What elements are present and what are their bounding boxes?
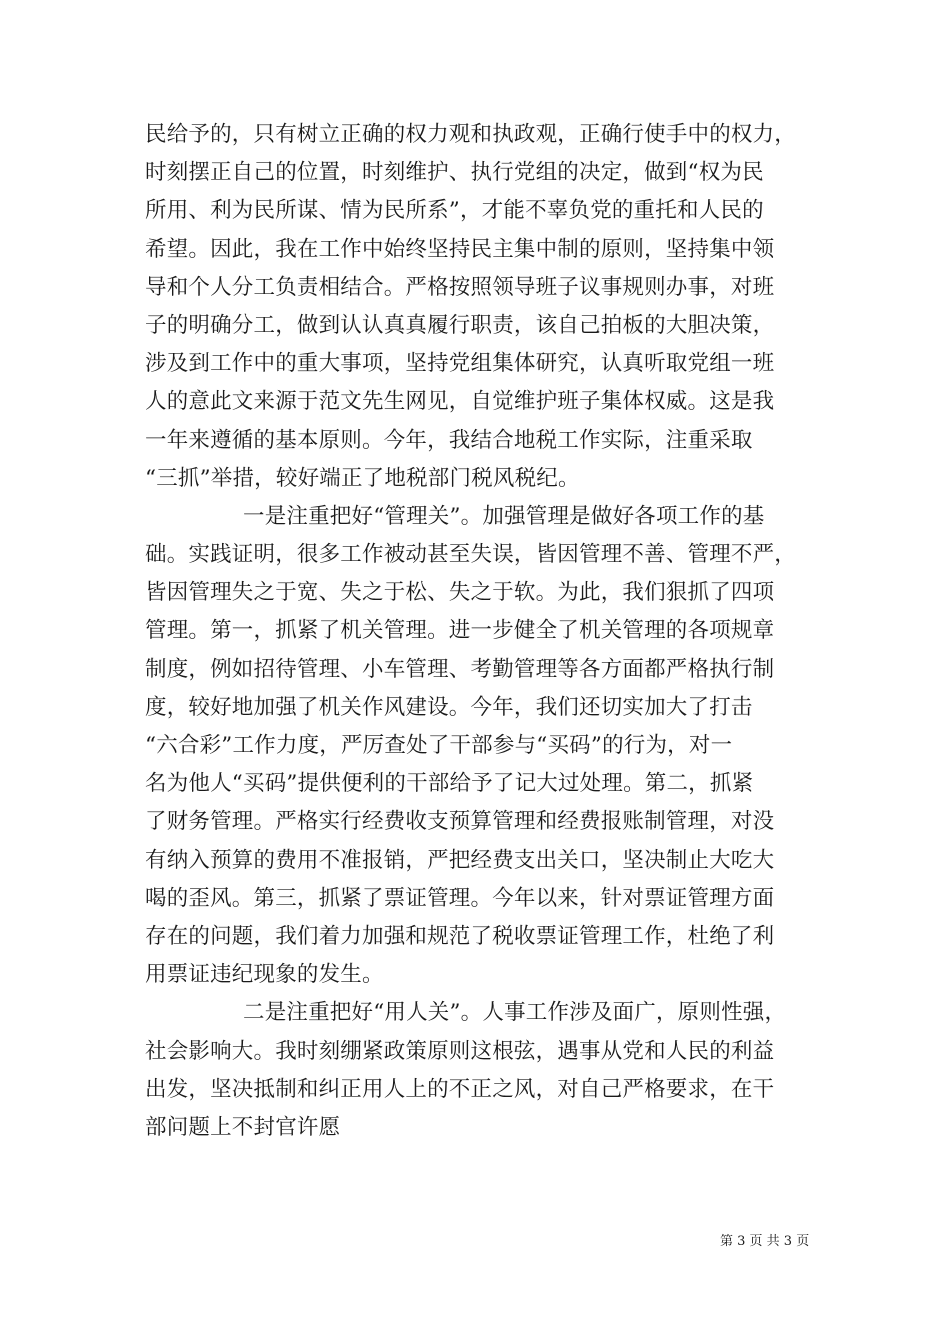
text-line: 希望。因此，我在工作中始终坚持民主集中制的原则，坚持集中领 (145, 236, 775, 262)
document-body (145, 116, 825, 1147)
text-line: 有纳入预算的费用不准报销，严把经费支出关口，坚决制止大吃大 (145, 847, 775, 873)
text-line: 时刻摆正自己的位置，时刻维护、执行党组的决定，做到“权为民 (145, 160, 764, 186)
text-line: 社会影响大。我时刻绷紧政策原则这根弦，遇事从党和人民的利益 (145, 1038, 775, 1064)
text-line: 础。实践证明，很多工作被动甚至失误，皆因管理不善、管理不严， (145, 542, 797, 568)
text-line: 度，较好地加强了机关作风建设。今年，我们还切实加大了打击 (145, 694, 753, 720)
text-line: 管理。第一，抓紧了机关管理。进一步健全了机关管理的各项规章 (145, 618, 775, 644)
text-line: 部问题上不封官许愿 (145, 1114, 341, 1140)
text-line: 一年来遵循的基本原则。今年，我结合地税工作实际，注重采取 (145, 427, 753, 453)
text-line: 一是注重把好“管理关”。加强管理是做好各项工作的基 (243, 503, 765, 529)
text-line: 二是注重把好“用人关”。人事工作涉及面广，原则性强， (243, 1000, 787, 1026)
text-line: 制度，例如招待管理、小车管理、考勤管理等各方面都严格执行制 (145, 656, 775, 682)
page-number-footer: 第 3 页 共 3 页 (720, 1234, 810, 1249)
text-line: 皆因管理失之于宽、失之于松、失之于软。为此，我们狠抓了四项 (145, 580, 775, 606)
text-line: 存在的问题，我们着力加强和规范了税收票证管理工作，杜绝了利 (145, 923, 775, 949)
text-line: 用票证违纪现象的发生。 (145, 962, 384, 988)
text-line: 名为他人“买码”提供便利的干部给予了记大过处理。第二，抓紧 (145, 771, 754, 797)
text-line: 出发，坚决抵制和纠正用人上的不正之风，对自己严格要求，在干 (145, 1076, 775, 1102)
text-line: 导和个人分工负责相结合。严格按照领导班子议事规则办事，对班 (145, 274, 775, 300)
text-line: 人的意此文来源于范文先生网见，自觉维护班子集体权威。这是我 (145, 389, 775, 415)
text-line: 喝的歪风。第三，抓紧了票证管理。今年以来，针对票证管理方面 (145, 885, 775, 911)
text-line: 所用、利为民所谋、情为民所系”，才能不辜负党的重托和人民的 (145, 198, 764, 224)
text-line: 子的明确分工，做到认认真真履行职责，该自己拍板的大胆决策， (145, 312, 775, 338)
text-line: 涉及到工作中的重大事项，坚持党组集体研究，认真听取党组一班 (145, 351, 775, 377)
text-line: “六合彩”工作力度，严厉查处了干部参与“买码”的行为，对一 (145, 733, 733, 758)
text-line: “三抓”举措，较好端正了地税部门税风税纪。 (145, 465, 580, 491)
text-line: 民给予的，只有树立正确的权力观和执政观，正确行使手中的权力， (145, 122, 797, 147)
text-line: 了财务管理。严格实行经费收支预算管理和经费报账制管理，对没 (145, 809, 775, 835)
